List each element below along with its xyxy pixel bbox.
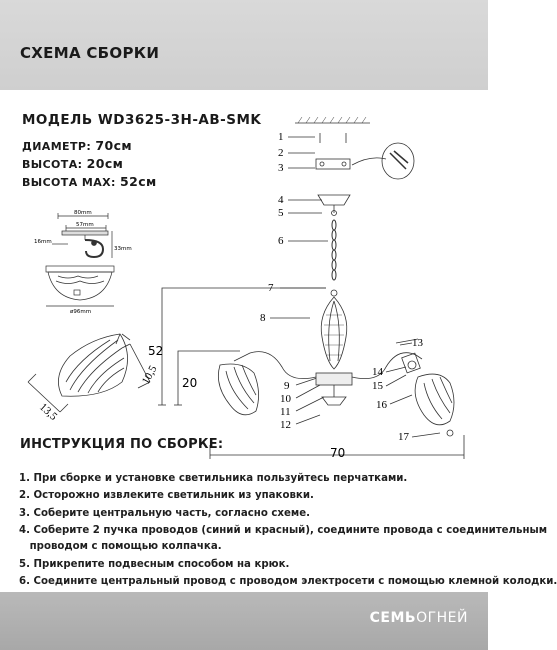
- part-16: 16: [376, 399, 387, 411]
- spec-height-value: 20см: [86, 156, 124, 171]
- part-5: 5: [278, 207, 284, 219]
- footer-bar: [0, 592, 488, 650]
- shade-detail-drawing: [22, 326, 160, 423]
- hook-dim-left: 16mm: [34, 239, 52, 245]
- spec-height-max: [22, 174, 157, 189]
- instructions-title: ИНСТРУКЦИЯ ПО СБОРКЕ:: [20, 437, 224, 452]
- spec-height-max-label: ВЫСОТА МАХ:: [22, 176, 116, 189]
- header-bar: [0, 0, 488, 90]
- instruction-step: 2. Осторожно извлеките светильник из упаковки.: [19, 490, 314, 501]
- dim-width: 70: [330, 446, 346, 460]
- hook-dim-mid: 57mm: [76, 222, 94, 228]
- instruction-step: 6. Соедините центральный провод с проводом электросети с помощью клемной колодки.: [19, 576, 557, 587]
- dim-height-max: 52: [148, 344, 164, 358]
- part-2: 2: [278, 147, 284, 159]
- part-1: 1: [278, 131, 284, 143]
- model-label: МОДЕЛЬ WD3625-3H-AB-SMK: [22, 112, 262, 128]
- spec-diameter: [22, 138, 132, 153]
- spec-height-max-value: 52см: [120, 174, 157, 189]
- dim-shade: 20: [182, 376, 198, 390]
- hook-dim-top: 80mm: [74, 210, 92, 216]
- spec-diameter-value: 70см: [95, 138, 133, 153]
- shade-dim-b: 10,5: [139, 363, 160, 387]
- part-15: 15: [372, 380, 383, 392]
- part-3: 3: [278, 162, 284, 174]
- part-11: 11: [280, 406, 291, 418]
- part-13: 13: [412, 337, 423, 349]
- hook-dim-bottom: ø96mm: [70, 309, 92, 315]
- brand-bold: СЕМЬ: [369, 610, 417, 626]
- hook-detail-drawing: [28, 206, 132, 318]
- part-14: 14: [372, 366, 383, 378]
- part-9: 9: [284, 380, 290, 392]
- instruction-step: 4. Соберите 2 пучка проводов (синий и красный), соедините провода с соединительным: [19, 525, 548, 536]
- spec-height: [22, 156, 123, 171]
- assembly-drawing: [150, 115, 485, 465]
- page-title: СХЕМА СБОРКИ: [20, 44, 160, 62]
- instruction-step: 3. Соберите центральную часть, согласно схеме.: [19, 508, 311, 519]
- instruction-step: 5. Прикрепите подвесным способом на крюк.: [19, 559, 290, 570]
- shade-dim-a: 13,5: [37, 401, 60, 423]
- instruction-step: проводом с помощью колпачка.: [19, 541, 222, 552]
- hook-dim-right: 33mm: [114, 246, 132, 252]
- part-6: 6: [278, 235, 284, 247]
- spec-height-label: ВЫСОТА:: [22, 158, 83, 171]
- part-12: 12: [280, 419, 291, 431]
- part-10: 10: [280, 393, 291, 405]
- part-7: 7: [268, 282, 274, 294]
- brand-light: ОГНЕЙ: [416, 610, 468, 626]
- instruction-step: 1. При сборке и установке светильника пользуйтесь перчатками.: [19, 473, 408, 484]
- part-17: 17: [398, 431, 409, 443]
- spec-diameter-label: ДИАМЕТР:: [22, 140, 92, 153]
- brand-logo: [370, 610, 468, 626]
- part-8: 8: [260, 312, 266, 324]
- part-4: 4: [278, 194, 284, 206]
